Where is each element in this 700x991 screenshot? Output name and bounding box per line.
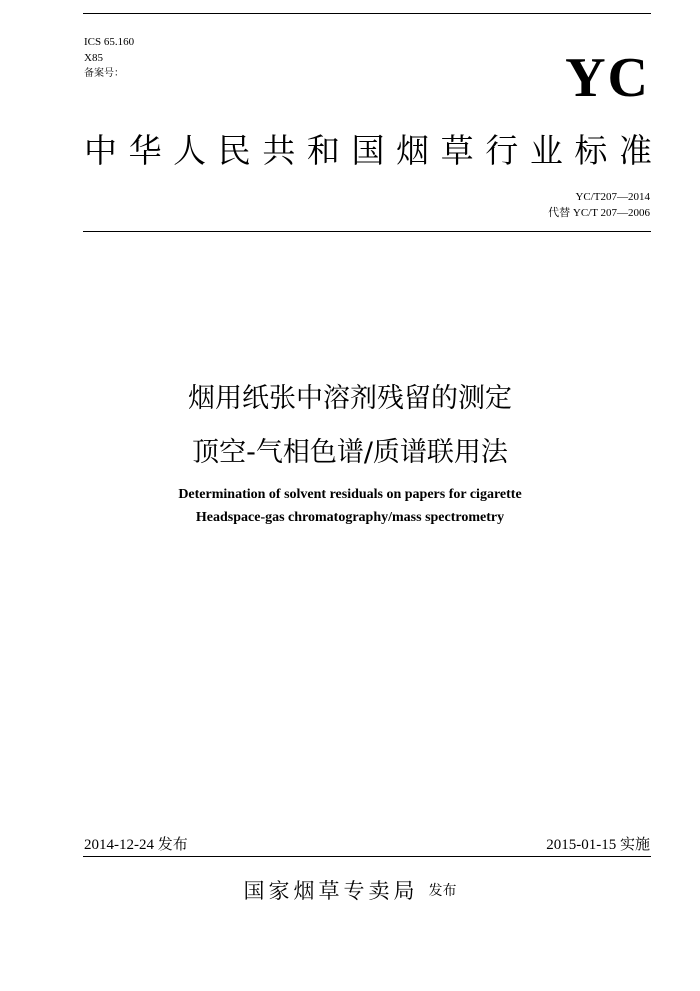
chinese-title-line2: 顶空-气相色谱/质谱联用法 — [192, 437, 508, 468]
standard-code: YC/T207—2014 — [575, 191, 650, 203]
filing-number: 备案号： — [84, 68, 124, 79]
english-title-line2: Headspace-gas chromatography/mass spectrometry — [195, 510, 505, 525]
publisher-suffix: 发布 — [428, 883, 457, 899]
yc-logo: YC — [565, 47, 650, 109]
implement-date: 2015-01-15 实施 — [546, 837, 650, 853]
publisher-line — [0, 876, 700, 906]
footer-rule — [83, 856, 651, 857]
replaces-text: 代替 YC/T 207—2006 — [548, 207, 650, 219]
english-title-line1: Determination of solvent residuals on papers for cigarette — [178, 487, 522, 502]
classification-code: X85 — [84, 52, 103, 64]
issue-date: 2014-12-24 发布 — [84, 837, 188, 853]
standard-type-title: 中 华 人 民 共 和 国 烟 草 行 业 标 准 — [84, 131, 652, 170]
publisher-name: 国家烟草专卖局 — [243, 879, 419, 903]
header-rule — [83, 231, 651, 232]
replaces-code — [548, 206, 650, 221]
top-rule — [83, 13, 651, 14]
ics-code: ICS 65.160 — [84, 36, 135, 48]
chinese-title-line1: 烟用纸张中溶剂残留的测定 — [188, 383, 512, 414]
